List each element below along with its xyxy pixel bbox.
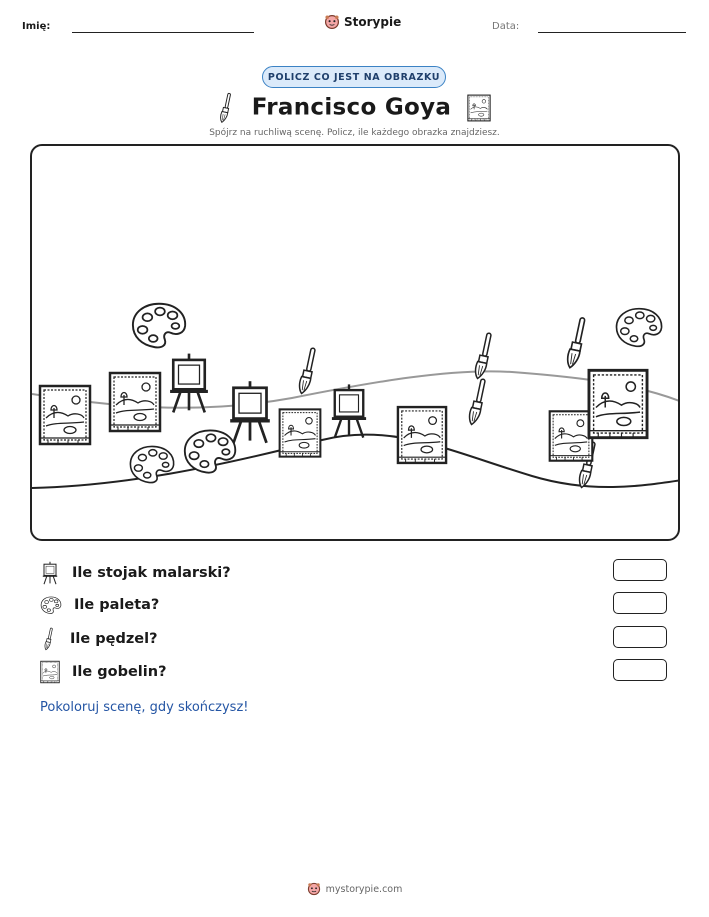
answer-box-paintbrush[interactable] (613, 626, 667, 648)
question-text: Ile gobelin? (72, 664, 167, 680)
site-footer (0, 882, 709, 896)
question-text: Ile stojak malarski? (72, 565, 231, 581)
storypie-logo (324, 14, 401, 30)
question-text: Ile pędzel? (70, 631, 158, 647)
counting-scene (30, 144, 680, 541)
paintbrush-item (468, 379, 486, 426)
answer-box-tapestry[interactable] (613, 659, 667, 681)
tapestry-item (398, 407, 446, 463)
question-text: Ile paleta? (74, 597, 160, 613)
easel-icon (40, 561, 60, 585)
paintbrush-item (298, 348, 316, 395)
scene-illustration (32, 146, 680, 541)
paintbrush-icon (40, 627, 58, 651)
tapestry-item (550, 411, 593, 460)
date-label: Data: (492, 21, 520, 32)
activity-badge: POLICZ CO JEST NA OBRAZKU (262, 66, 446, 88)
palette-item (130, 446, 173, 482)
tapestry-icon (40, 660, 60, 684)
paintbrush-item (566, 318, 585, 370)
instructions: Spójrz na ruchliwą scenę. Policz, ile każdego obrazka znajdziesz. (209, 128, 500, 138)
tapestry-icon (467, 94, 491, 122)
title-text: Francisco Goya (251, 94, 452, 121)
brand-name: Storypie (344, 15, 402, 29)
mascot-icon (307, 882, 321, 896)
paintbrush-item (474, 333, 492, 380)
palette-icon (40, 594, 62, 616)
question-row-easel (40, 561, 231, 585)
coloring-note: Pokoloruj scenę, gdy skończysz! (40, 700, 249, 715)
mascot-icon (324, 14, 340, 30)
question-row-tapestry (40, 660, 166, 684)
tapestry-item (589, 370, 647, 437)
palette-item (133, 304, 185, 348)
question-row-paintbrush (40, 627, 158, 651)
page-title (0, 92, 709, 124)
answer-box-palette[interactable] (613, 592, 667, 614)
answer-box-easel[interactable] (613, 559, 667, 581)
tapestry-item (280, 409, 321, 456)
easel-item (332, 384, 366, 437)
easel-item (170, 354, 208, 413)
paintbrush-icon (218, 92, 234, 124)
tapestry-item (40, 386, 90, 444)
palette-item (617, 309, 662, 347)
tapestry-item (110, 373, 160, 431)
easel-item (230, 381, 270, 443)
name-label: Imię: (22, 21, 51, 32)
name-line[interactable] (72, 32, 254, 33)
question-row-palette (40, 594, 159, 616)
palette-item (185, 430, 235, 472)
site-url: mystorypie.com (325, 883, 403, 895)
date-line[interactable] (538, 32, 686, 33)
